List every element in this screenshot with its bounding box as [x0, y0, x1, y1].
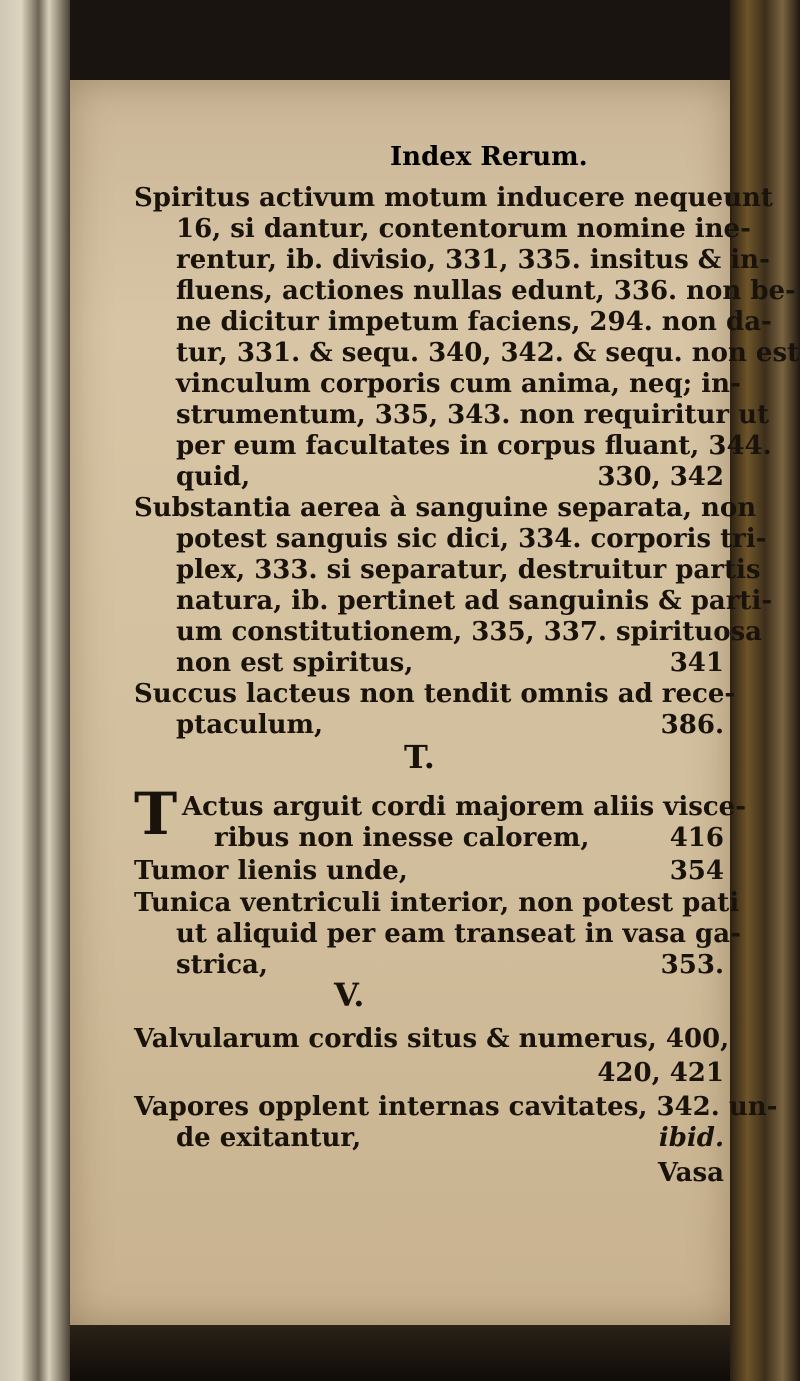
page-ref: 420, 421 [597, 1058, 724, 1088]
entry-line: natura, ib. pertinet ad sanguinis & parti- [176, 586, 773, 616]
page-ref: 341 [669, 648, 724, 678]
book-bottom-shadow [70, 1325, 730, 1381]
entry-line: ut aliquid per eam transeat in vasa ga- [176, 919, 741, 949]
entry-line: vinculum corporis cum anima, neq; in- [176, 369, 741, 399]
page-ref: 354 [669, 856, 724, 886]
entry-line: fluens, actiones nullas edunt, 336. non be- [176, 276, 796, 306]
entry-line: Actus arguit cordi majorem aliis visce- [182, 792, 747, 822]
drop-cap-t: T [134, 780, 178, 848]
entry-line: plex, 333. si separatur, destruitur partis [176, 555, 761, 585]
page-header: Index Rerum. [390, 142, 588, 172]
entry-line: ribus non inesse calorem, [214, 823, 590, 853]
entry-line: Spiritus activum motum inducere nequeunt [134, 183, 773, 213]
entry-line: 16, si dantur, contentorum nomine ine- [176, 214, 751, 244]
section-letter-v: V. [334, 976, 365, 1014]
entry-line: potest sanguis sic dici, 334. corporis tri- [176, 524, 767, 554]
entry-tail: strica, [176, 950, 268, 980]
entry-line: Tumor lienis unde, [134, 856, 408, 886]
section-letter-t: T. [404, 738, 435, 776]
page-ref: 330, 342 [597, 462, 724, 492]
entry-line: strumentum, 335, 343. non requiritur ut [176, 400, 770, 430]
entry-line: Tunica ventriculi interior, non potest pati [134, 888, 740, 918]
entry-line: um constitutionem, 335, 337. spirituosa [176, 617, 763, 647]
entry-line: rentur, ib. divisio, 331, 335. insitus & in- [176, 245, 770, 275]
page-ref: 416 [669, 823, 724, 853]
book-left-edge [0, 0, 70, 1381]
index-page [70, 80, 800, 1325]
entry-line: per eum facultates in corpus fluant, 344. [176, 431, 772, 461]
entry-line: Valvularum cordis situs & numerus, 400, [134, 1024, 730, 1054]
entry-tail: non est spiritus, [176, 648, 414, 678]
entry-line: tur, 331. & sequ. 340, 342. & sequ. non est [176, 338, 800, 368]
catchword: Vasa [657, 1158, 724, 1188]
entry-line: Vapores opplent internas cavitates, 342. un- [134, 1092, 778, 1122]
page-ref: 353. [660, 950, 724, 980]
entry-tail: ptaculum, [176, 710, 324, 740]
page-ref: 386. [660, 710, 724, 740]
page-ref: ibid. [658, 1123, 724, 1153]
entry-tail: de exitantur, [176, 1123, 362, 1153]
entry-line: Substantia aerea à sanguine separata, non [134, 493, 757, 523]
entry-tail: quid, [176, 462, 251, 492]
entry-line: Succus lacteus non tendit omnis ad rece- [134, 679, 736, 709]
entry-line: ne dicitur impetum faciens, 294. non da- [176, 307, 772, 337]
